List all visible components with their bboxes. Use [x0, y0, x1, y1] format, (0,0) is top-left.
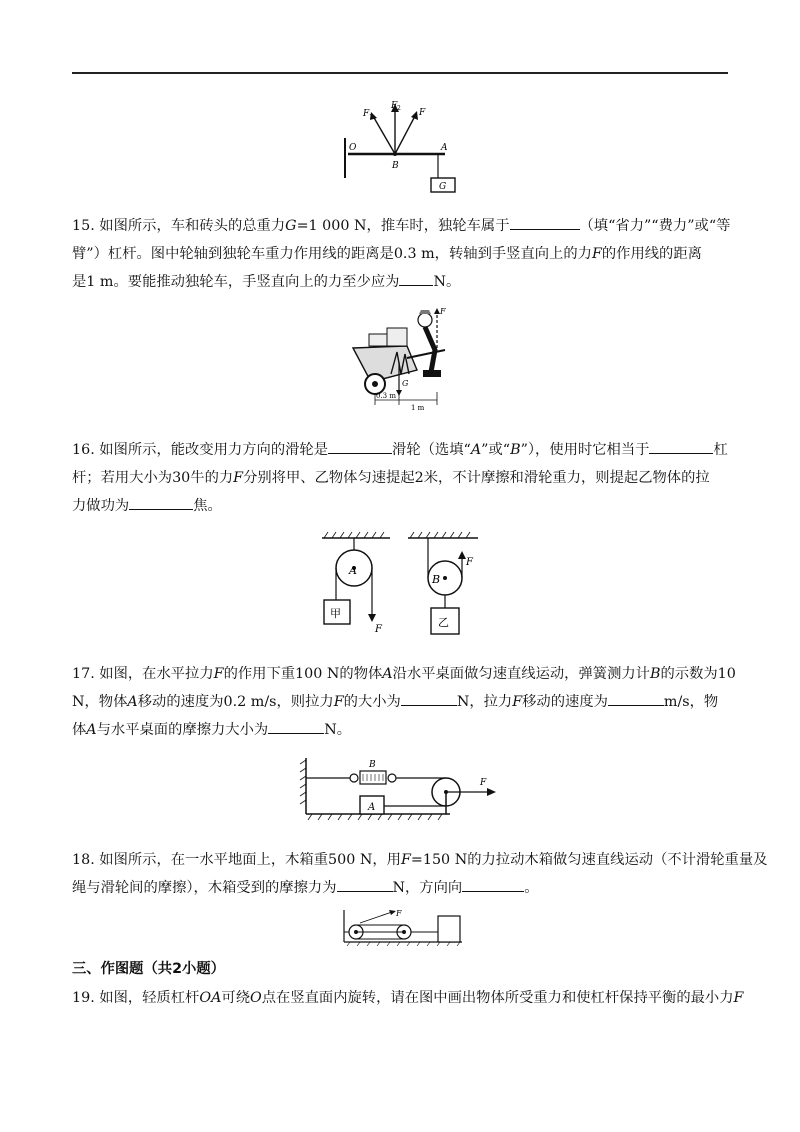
var-F: F	[400, 852, 411, 868]
label-F1: F	[363, 109, 370, 119]
question-16	[72, 436, 732, 520]
label-distance-2: 1 m	[411, 404, 425, 412]
answer-blank[interactable]	[328, 437, 392, 454]
q18-text: 18. 如图所示，在一水平地面上，木箱重500 N，用	[72, 852, 401, 868]
answer-blank[interactable]	[510, 213, 580, 230]
q16-text: ”或“	[481, 442, 511, 458]
var-A: A	[470, 442, 482, 458]
question-17	[72, 660, 736, 744]
label-F1-sub: 1	[369, 114, 373, 121]
q15-text: 15. 如图所示，车和砖头的总重力	[72, 218, 286, 234]
label-F: F	[396, 909, 402, 918]
q16-text: 力做功为	[72, 498, 130, 514]
var-F: F	[233, 470, 244, 486]
label-B: B	[392, 161, 399, 171]
var-G: G	[285, 218, 297, 234]
q17-text: 移动的速度为0.2 m/s，则拉力	[137, 694, 334, 710]
q16-text: ”），使用时它相当于	[520, 442, 650, 458]
var-OA: OA	[199, 990, 222, 1006]
answer-blank[interactable]	[401, 689, 457, 706]
figure-table-pulley	[298, 752, 503, 824]
var-A: A	[86, 722, 97, 738]
q16-text: 杠	[713, 442, 728, 458]
q17-text: 沿水平桌面做匀速直线运动，弹簧测力计	[392, 666, 650, 682]
label-O: O	[349, 143, 357, 153]
var-F: F	[333, 694, 344, 710]
q19-text: 点在竖直面内旋转，请在图中画出物体所受重力和使杠杆保持平衡的最小力	[261, 990, 734, 1006]
var-F: F	[591, 246, 602, 262]
q17-text: 移动的速度为	[522, 694, 608, 710]
question-19	[72, 984, 744, 1012]
label-F-b: F	[466, 557, 473, 568]
q16-text: 分别将甲、乙物体匀速提起2米，不计摩擦和滑轮重力，则提起乙物体的拉	[243, 470, 710, 486]
q15-text: 臂”）杠杆。图中轮轴到独轮车重力作用线的距离是0.3 m，转轴到手竖直向上的力	[72, 246, 592, 262]
label-F-a: F	[375, 624, 382, 635]
figure-pulleys	[318, 528, 486, 638]
var-A: A	[382, 666, 393, 682]
var-O: O	[250, 990, 262, 1006]
answer-blank[interactable]	[608, 689, 664, 706]
var-B: B	[649, 666, 661, 682]
q18-text: =150 N的力拉动木箱做匀速直线运动（不计滑轮重量及	[410, 852, 768, 868]
label-A: A	[349, 564, 357, 577]
q16-text: 滑轮（选填“	[392, 442, 471, 458]
var-F: F	[512, 694, 523, 710]
label-G: G	[402, 379, 409, 388]
question-18	[72, 846, 768, 902]
q15-text: 是1 m。要能推动独轮车，手竖直向上的力至少应为	[72, 274, 400, 290]
q19-text: 19. 如图，轻质杠杆	[72, 990, 200, 1006]
answer-blank[interactable]	[399, 269, 433, 286]
q17-text: 17. 如图，在水平拉力	[72, 666, 214, 682]
label-A: A	[368, 802, 376, 813]
section-heading: 三、作图题（共2小题）	[72, 961, 225, 977]
q16-text: 16. 如图所示，能改变用力方向的滑轮是	[72, 442, 329, 458]
q16-text: 焦。	[193, 498, 222, 514]
answer-blank[interactable]	[649, 437, 713, 454]
label-yi: 乙	[438, 616, 449, 629]
q17-text: 的作用下重100 N的物体	[223, 666, 383, 682]
q15-text: （填“省力”“费力”或“等	[579, 218, 731, 234]
q15-text: 的作用线的距离	[601, 246, 702, 262]
figure-box-pulley	[340, 906, 464, 946]
label-F: F	[419, 108, 426, 118]
label-distance-1: 0.3 m	[376, 392, 396, 400]
label-F2-sub: 2	[397, 105, 401, 112]
q17-text: 的大小为	[343, 694, 401, 710]
var-F: F	[213, 666, 224, 682]
label-F2: F	[391, 101, 398, 111]
q16-text: 杆；若用大小为30牛的力	[72, 470, 234, 486]
q19-text: 可绕	[221, 990, 250, 1006]
figure-lever	[335, 98, 465, 198]
q18-text: 。	[524, 880, 539, 896]
label-F: F	[480, 778, 487, 788]
q17-text: N，拉力	[456, 694, 513, 710]
q18-text: 绳与滑轮间的摩擦），木箱受到的摩擦力为	[72, 880, 337, 896]
q15-text: =1 000 N，推车时，独轮车属于	[296, 218, 510, 234]
q17-text: 与水平桌面的摩擦力大小为	[96, 722, 269, 738]
q18-text: N，方向向	[392, 880, 463, 896]
var-B: B	[510, 442, 521, 458]
q17-text: N，物体	[72, 694, 128, 710]
top-rule	[72, 72, 728, 74]
q17-text: m/s，物	[663, 694, 719, 710]
figure-wheelbarrow	[345, 300, 460, 412]
q17-text: 体	[72, 722, 87, 738]
q17-text: 的示数为10	[660, 666, 736, 682]
question-15	[72, 212, 732, 296]
label-A: A	[441, 143, 448, 153]
answer-blank[interactable]	[337, 875, 393, 892]
answer-blank[interactable]	[462, 875, 524, 892]
label-B: B	[432, 573, 441, 586]
answer-blank[interactable]	[268, 717, 324, 734]
label-G: G	[439, 182, 447, 192]
label-B: B	[369, 760, 376, 770]
var-F: F	[733, 990, 744, 1006]
q17-text: N。	[324, 722, 351, 738]
q15-text: N。	[433, 274, 461, 290]
label-jia: 甲	[330, 607, 341, 620]
answer-blank[interactable]	[129, 493, 193, 510]
var-A: A	[127, 694, 138, 710]
label-F: F	[440, 307, 446, 316]
